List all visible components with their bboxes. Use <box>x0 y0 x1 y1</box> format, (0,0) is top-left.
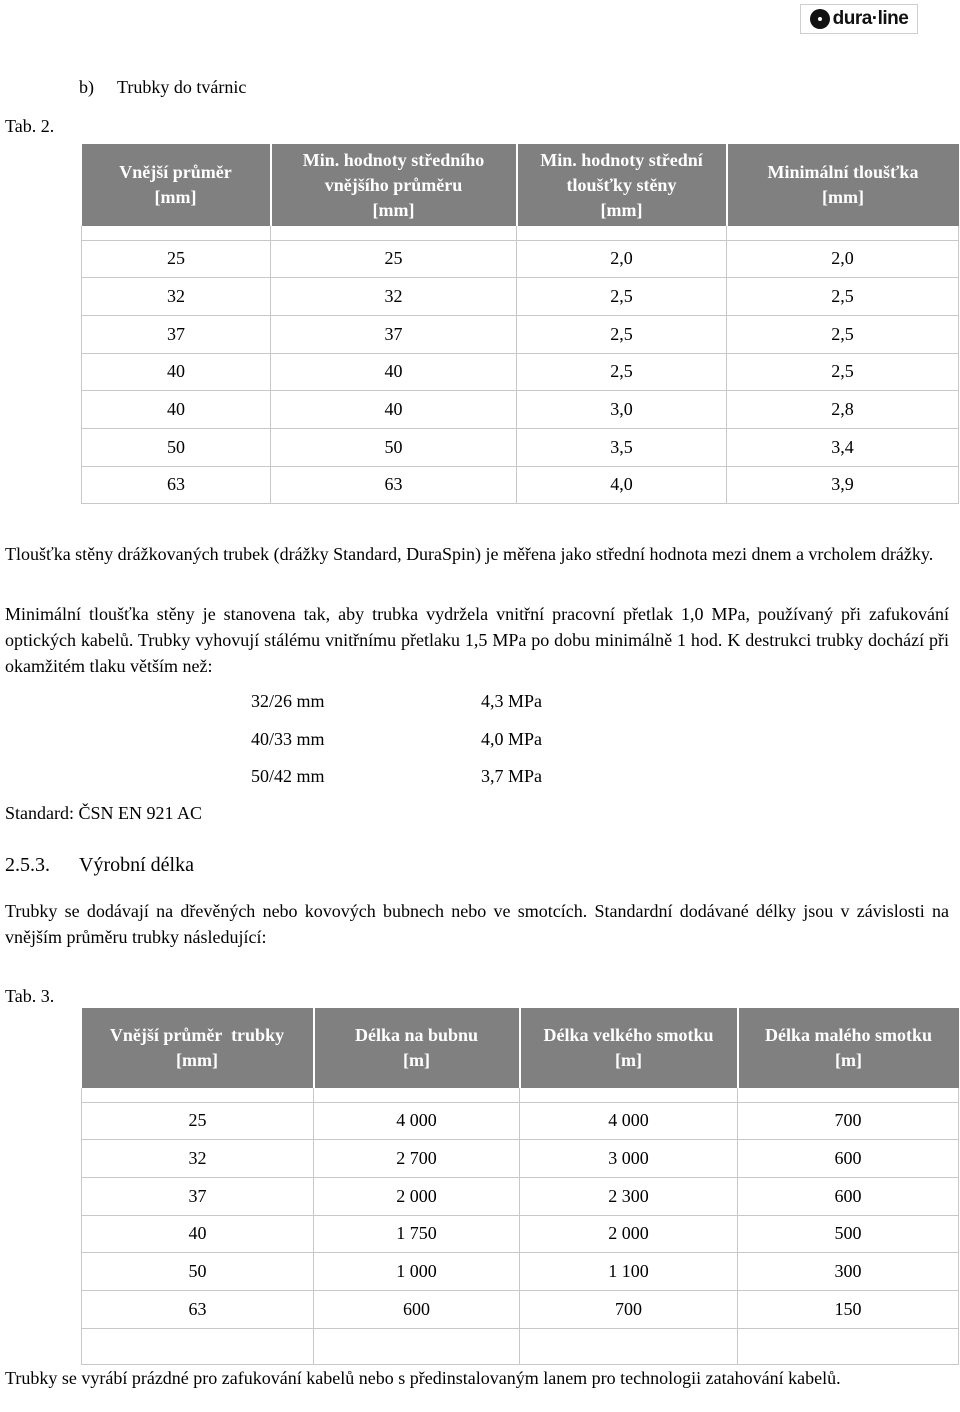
delivery-lengths-table <box>81 1008 959 1365</box>
table-row <box>82 1177 959 1215</box>
table-header-row <box>82 144 959 226</box>
header-line: Vnější průměr trubky <box>109 1025 285 1045</box>
burst-pressure: 4,3 MPa <box>481 691 543 711</box>
table-cell: 300 <box>738 1253 959 1291</box>
table-cell: 50 <box>82 428 271 466</box>
burst-size: 50/42 mm <box>251 766 325 786</box>
burst-pressure: 4,0 MPa <box>481 728 543 749</box>
blank-cell <box>520 1328 738 1364</box>
table-cell: 600 <box>314 1290 520 1328</box>
table-cell: 40 <box>271 391 517 429</box>
header-min-thickness <box>727 144 959 226</box>
table-cell: 40 <box>82 353 271 391</box>
spacer-cell <box>314 1088 520 1102</box>
tab2-body <box>82 226 959 504</box>
header-line: [mm] <box>176 1050 218 1070</box>
paragraph-groove-thickness: Tloušťka stěny drážkovaných trubek (drážky Standard, DuraSpin) je měřena jako střední hodnota mezi dnem a vrcholem drážky. <box>5 544 934 564</box>
table-cell: 63 <box>271 466 517 504</box>
table-cell: 4,0 <box>517 466 727 504</box>
table-cell: 25 <box>82 1102 314 1140</box>
section-title: Výrobní délka <box>79 854 194 876</box>
table-cell: 500 <box>738 1215 959 1253</box>
logo-text: dura·line <box>832 8 909 29</box>
table-row <box>82 428 959 466</box>
spacer-cell <box>738 1088 959 1102</box>
header-small-coil-length <box>738 1008 959 1088</box>
table-row <box>82 1215 959 1253</box>
header-line: [mm] <box>154 187 197 207</box>
table-cell: 37 <box>82 1177 314 1215</box>
header-line: Minimální tloušťka <box>767 162 919 182</box>
table-cell: 40 <box>82 1215 314 1253</box>
table-row <box>82 391 959 429</box>
table-cell: 25 <box>271 240 517 278</box>
table-cell: 32 <box>271 278 517 316</box>
table-cell: 40 <box>271 353 517 391</box>
header-line: [mm] <box>600 199 643 220</box>
blank-cell <box>82 1328 314 1364</box>
burst-pressure: 3,7 MPa <box>481 766 543 786</box>
spacer-cell <box>82 226 271 240</box>
header-line: vnějšího průměru <box>324 174 463 195</box>
table-cell: 2,0 <box>517 240 727 278</box>
table-cell: 1 750 <box>314 1215 520 1253</box>
table-cell: 32 <box>82 278 271 316</box>
table-cell: 3,5 <box>517 428 727 466</box>
header-min-mean-outer-diameter <box>271 144 517 226</box>
table-cell: 25 <box>82 240 271 278</box>
blank-cell <box>314 1328 520 1364</box>
table-row <box>82 1102 959 1140</box>
table-row <box>82 1253 959 1291</box>
table-row <box>82 240 959 278</box>
table-cell: 1 100 <box>520 1253 738 1291</box>
blank-cell <box>738 1328 959 1364</box>
table-cell: 63 <box>82 466 271 504</box>
table-cell: 3,4 <box>727 428 959 466</box>
dura-line-logo <box>800 4 918 34</box>
table-cell: 1 000 <box>314 1253 520 1291</box>
section-number: 2.5.3. <box>5 854 50 876</box>
table-cell: 2 700 <box>314 1140 520 1178</box>
header-line: [m] <box>403 1050 430 1070</box>
table-row <box>82 1140 959 1178</box>
header-line: [m] <box>615 1050 642 1070</box>
table-cell: 2,5 <box>517 315 727 353</box>
burst-size: 32/26 mm <box>251 691 325 711</box>
table-cell: 2 300 <box>520 1177 738 1215</box>
table-cell: 4 000 <box>520 1102 738 1140</box>
spacer-cell <box>517 226 727 240</box>
burst-size: 40/33 mm <box>251 728 325 749</box>
table-cell: 600 <box>738 1177 959 1215</box>
table-cell: 3 000 <box>520 1140 738 1178</box>
header-line: Délka na bubnu <box>354 1025 479 1045</box>
header-line: [mm] <box>372 199 415 220</box>
table-cell: 40 <box>82 391 271 429</box>
table-cell: 63 <box>82 1290 314 1328</box>
table-cell: 2,0 <box>727 240 959 278</box>
table-cell: 2 000 <box>314 1177 520 1215</box>
table-cell: 3,0 <box>517 391 727 429</box>
blank-row <box>82 1328 959 1364</box>
tube-dimensions-table <box>81 144 959 504</box>
table-cell: 2,5 <box>727 278 959 316</box>
table-cell: 2,5 <box>517 353 727 391</box>
tab3-label: Tab. 3. <box>5 986 55 1006</box>
table-cell: 150 <box>738 1290 959 1328</box>
header-line: tloušťky stěny <box>566 174 677 195</box>
paragraph-prefilled: Trubky se vyrábí prázdné pro zafukování kabelů nebo s předinstalovaným lanem pro technologii zatahování kabelů. <box>5 1368 841 1388</box>
section-b-label: b) <box>79 77 94 97</box>
table-cell: 2,8 <box>727 391 959 429</box>
table-cell: 600 <box>738 1140 959 1178</box>
spacer-row <box>82 226 959 240</box>
header-line: Min. hodnoty středního <box>302 149 485 170</box>
header-line: [mm] <box>822 187 864 207</box>
spacer-cell <box>520 1088 738 1102</box>
spacer-cell <box>271 226 517 240</box>
header-large-coil-length <box>520 1008 738 1088</box>
paragraph-delivery: Trubky se dodávají na dřevěných nebo kovových bubnech nebo ve smotcích. Standardní dodávané délky jsou v závislosti na vnějším průměru trubky následující: <box>5 901 949 947</box>
table-cell: 700 <box>520 1290 738 1328</box>
tab3-body <box>82 1088 959 1364</box>
table-cell: 2 000 <box>520 1215 738 1253</box>
tab2-label: Tab. 2. <box>5 116 55 136</box>
table-cell: 2,5 <box>727 353 959 391</box>
paragraph-pressure: Minimální tloušťka stěny je stanovena tak, aby trubka vydržela vnitřní pracovní přetlak 1,0 MPa, používaný při zafukování optických kabelů. Trubky vyhovují stálému vnitřnímu přetlaku 1,5 MPa po dobu minimálně 1 hod. K destrukci trubky dochází při okamžitém tlaku větším než: <box>5 604 949 676</box>
table-row <box>82 1290 959 1328</box>
header-min-mean-wall-thickness <box>517 144 727 226</box>
spacer-cell <box>727 226 959 240</box>
spacer-cell <box>82 1088 314 1102</box>
table-cell: 37 <box>82 315 271 353</box>
table-cell: 3,9 <box>727 466 959 504</box>
section-b-title: Trubky do tvárnic <box>117 77 247 97</box>
header-line: [m] <box>835 1050 862 1070</box>
header-tube-outer-diameter <box>82 1008 314 1088</box>
header-line: Vnější průměr <box>119 162 232 182</box>
table-row <box>82 315 959 353</box>
table-cell: 2,5 <box>727 315 959 353</box>
spacer-row <box>82 1088 959 1102</box>
header-outer-diameter <box>82 144 271 226</box>
dura-line-logo-icon <box>810 9 830 29</box>
table-cell: 4 000 <box>314 1102 520 1140</box>
table-cell: 32 <box>82 1140 314 1178</box>
header-line: Min. hodnoty střední <box>540 149 703 170</box>
header-line: Délka malého smotku <box>764 1025 932 1045</box>
table-cell: 700 <box>738 1102 959 1140</box>
table-row <box>82 278 959 316</box>
header-line: Délka velkého smotku <box>543 1025 714 1045</box>
table-row <box>82 353 959 391</box>
table-header-row <box>82 1008 959 1088</box>
table-cell: 37 <box>271 315 517 353</box>
standard-label: Standard: ČSN EN 921 AC <box>5 803 203 823</box>
table-cell: 50 <box>271 428 517 466</box>
table-cell: 50 <box>82 1253 314 1291</box>
header-drum-length <box>314 1008 520 1088</box>
table-cell: 2,5 <box>517 278 727 316</box>
table-row <box>82 466 959 504</box>
